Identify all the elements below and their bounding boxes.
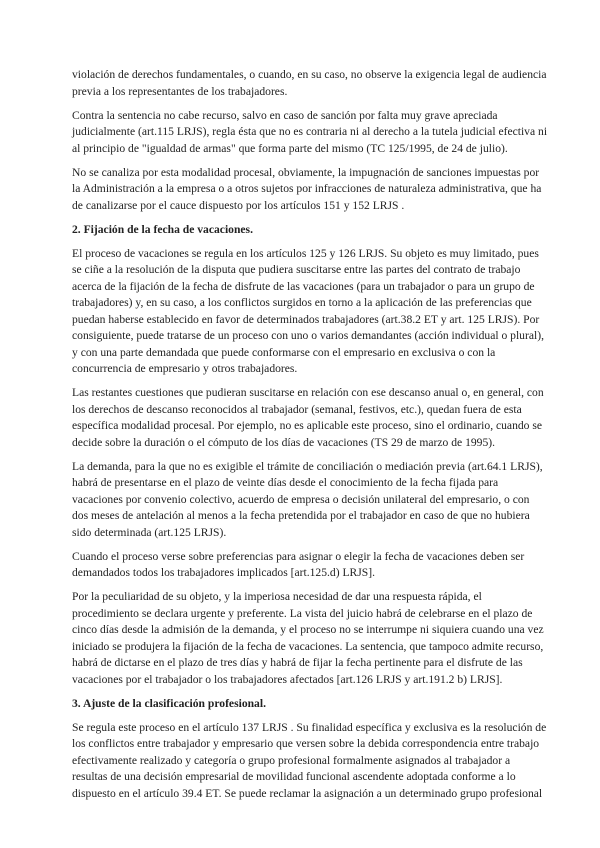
text-line: consiguiente, puede tratarse de un proceso con uno o varios demandantes (acción individual o plural), [72, 329, 544, 342]
paragraph [72, 720, 547, 803]
text-line: puedan haberse establecido en favor de determinados trabajadores (art.38.2 ET y art. 125 LRJS). Por [72, 312, 540, 326]
text-line: dos meses de antelación al menos a la fecha pretendida por el trabajador en caso de que no hubiera [72, 509, 530, 522]
text-line: Contra la sentencia no cabe recurso, salvo en caso de sanción por falta muy grave apreciada [72, 108, 498, 122]
text-line: vacaciones por convenio colectivo, acuerdo de empresa o decisión unilateral del empresario, o con [72, 492, 530, 506]
section-heading [72, 696, 534, 713]
text-line: se ciñe a la resolución de la disputa que pudiera suscitarse entre las partes del contrato de trabajo [72, 263, 521, 276]
text-line: de canalizarse por el cauce dispuesto por los artículos 151 y 152 LRJS . [72, 198, 405, 212]
text-line: procedimiento se declara urgente y preferente. La vista del juicio habrá de celebrarse en el plazo de [72, 606, 533, 620]
text-line: los conflictos entre trabajador y empresario que versen sobre la debida correspondencia entre trabajo [72, 737, 540, 750]
text-line: previa a los representantes de los trabajadores. [72, 84, 288, 98]
text-line: trabajadores) y, en su caso, a los conflictos surgidos en torno a la aplicación de las preferencias que [72, 296, 532, 309]
text-line: Las restantes cuestiones que pudieran suscitarse en relación con ese descanso anual o, en general, con [72, 386, 544, 399]
paragraph [72, 246, 544, 378]
text-line: Cuando el proceso verse sobre preferencias para asignar o elegir la fecha de vacaciones deben ser [72, 549, 525, 563]
text-line: dispuesto en el artículo 39.4 ET. Se puede reclamar la asignación a un determinado grupo profesional [72, 786, 543, 800]
text-line: vacaciones por el trabajador o los trabajadores afectados [art.126 LRJS y art.191.2 b) LRJS]. [72, 672, 503, 686]
text-line: Se regula este proceso en el artículo 137 LRJS . Su finalidad específica y exclusiva es la resolución de [72, 720, 547, 734]
text-line: la Administración a la empresa o a otros sujetos por infracciones de naturaleza administrativa, que ha [72, 182, 542, 195]
text-line: efectivamente realizado y categoría o grupo profesional formalmente asignados al trabajador a [72, 753, 511, 767]
text-line: acerca de la fijación de la fecha de disfrute de las vacaciones (para un trabajador o para un grupo de [72, 279, 535, 293]
text-line: cinco días desde la admisión de la demanda, y el proceso no se interrumpe ni siquiera cuando una vez [72, 623, 544, 636]
text-line: al principio de "igualdad de armas" que forma parte del mismo (TC 125/1995, de 24 de julio). [72, 141, 508, 155]
text-line: La demanda, para la que no es exigible el trámite de conciliación o mediación previa (art.64.1 LRJS), [72, 459, 543, 473]
paragraph [72, 459, 543, 542]
text-line: resultas de una decisión empresarial de movilidad funcional ascendente adoptada conforme a lo [72, 770, 516, 783]
text-line: los derechos de descanso reconocidos al trabajador (semanal, festivos, etc.), quedan fuera de esta [72, 402, 522, 416]
document-page [72, 67, 548, 810]
paragraph [72, 108, 548, 158]
text-line: habrá de dictarse en el plazo de tres días y habrá de fijar la fecha pertinente para el disfrute de las [72, 656, 523, 669]
text-line: concurrencia de empresario y otros trabajadores. [72, 362, 298, 375]
paragraph [72, 549, 534, 582]
text-line: El proceso de vacaciones se regula en los artículos 125 y 126 LRJS. Su objeto es muy limitado, pues [72, 246, 539, 260]
text-line: decide sobre la duración o el cómputo de los días de vacaciones (TS 29 de marzo de 1995). [72, 435, 496, 449]
text-line: 2. Fijación de la fecha de vacaciones. [72, 222, 253, 236]
text-line: No se canaliza por esta modalidad procesal, obviamente, la impugnación de sanciones impuestas por [72, 165, 540, 179]
section-heading [72, 222, 534, 239]
paragraph [72, 385, 544, 451]
text-line: habrá de presentarse en el plazo de veinte días desde el conocimiento de la fecha fijada para [72, 476, 499, 489]
text-line: judicialmente (art.115 LRJS), regla ésta que no es contraria ni al derecho a la tutela judicial efectiva ni [72, 125, 548, 138]
text-line: sido determinada (art.125 LRJS). [72, 525, 227, 539]
text-line: iniciado se produjera la fijación de la fecha de vacaciones. La sentencia, que tampoco admite recurso, [72, 639, 544, 653]
paragraph [72, 589, 544, 688]
text-line: demandados todos los trabajadores implicados [art.125.d) LRJS]. [72, 566, 375, 579]
text-line: 3. Ajuste de la clasificación profesional. [72, 696, 266, 710]
text-line: violación de derechos fundamentales, o cuando, en su caso, no observe la exigencia legal de audiencia [72, 68, 547, 81]
text-line: Por la peculiaridad de su objeto, y la imperiosa necesidad de dar una respuesta rápida, el [72, 590, 482, 603]
paragraph [72, 165, 542, 215]
text-line: específica modalidad procesal. Por ejemplo, no es aplicable este proceso, sino el ordinario, cuando se [72, 419, 543, 432]
text-line: y con una parte demandada que puede conformarse con el empresario en exclusiva o con la [72, 345, 496, 359]
paragraph [72, 67, 547, 100]
